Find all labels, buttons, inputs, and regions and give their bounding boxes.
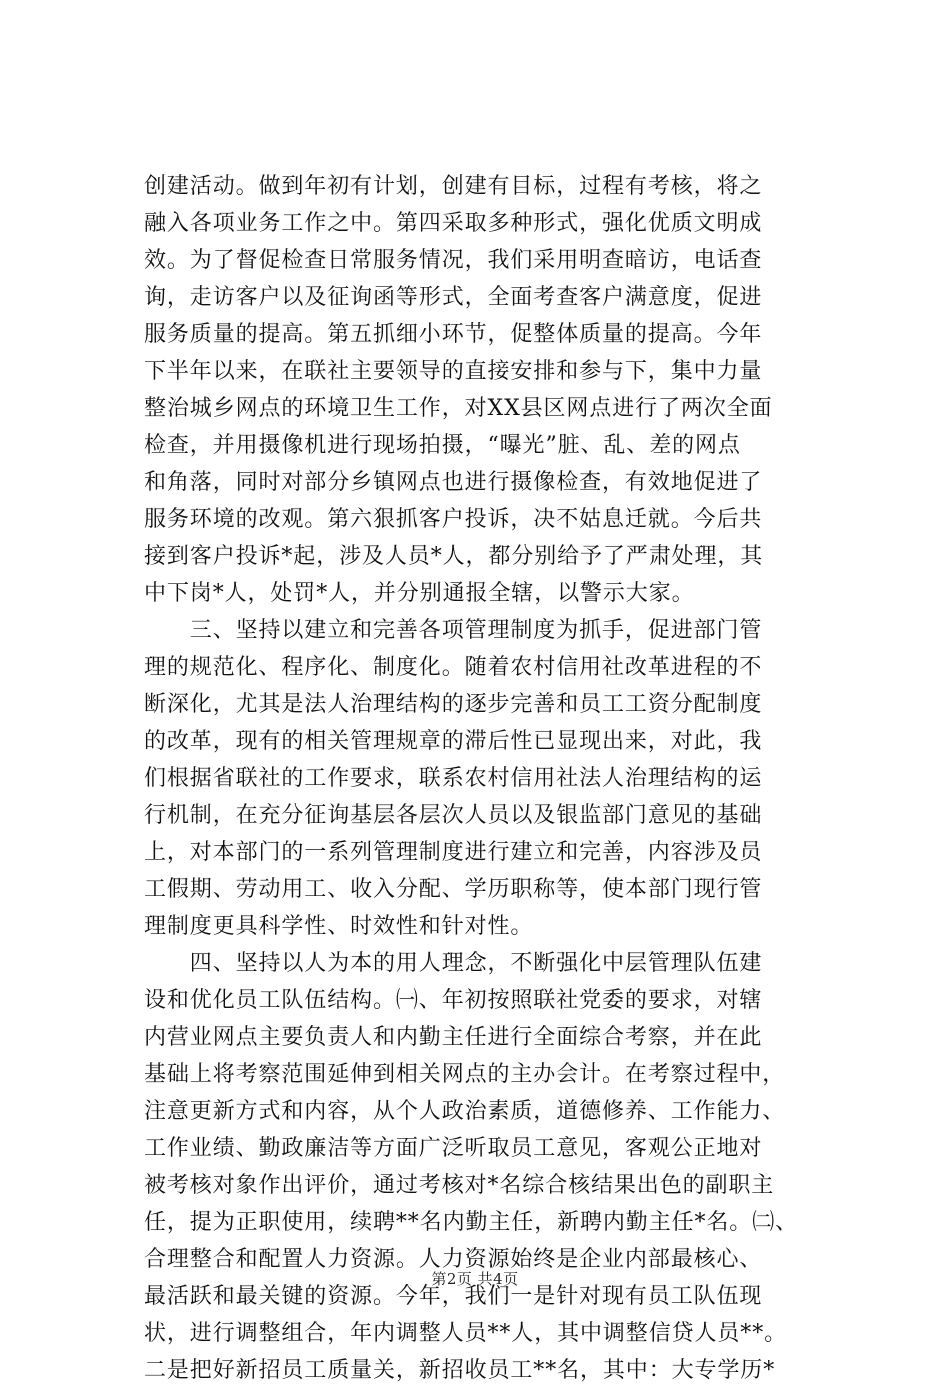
text-line: 创建活动。做到年初有计划，创建有目标，过程有考核，将之 [144, 174, 763, 199]
text-line: 服务环境的改观。第六狠抓客户投诉，决不姑息迁就。今后共 [144, 507, 763, 532]
text-line: 接到客户投诉*起，涉及人员*人，都分别给予了严肃处理，其 [144, 544, 764, 569]
text-line: 理的规范化、程序化、制度化。随着农村信用社改革进程的不 [144, 655, 763, 680]
text-line: 中下岗*人，处罚*人，并分别通报全辖，以警示大家。 [144, 581, 695, 606]
text-line: 理制度更具科学性、时效性和针对性。 [144, 914, 534, 939]
text-line: 效。为了督促检查日常服务情况，我们采用明查暗访，电话查 [144, 248, 763, 273]
text-line: 检查，并用摄像机进行现场拍摄，“曝光”脏、乱、差的网点 [144, 433, 741, 458]
page-footer: 第2页 共4页 [431, 1270, 519, 1288]
text-line: 任，提为正职使用，续聘**名内勤主任，新聘内勤主任*名。㈡、 [144, 1210, 799, 1235]
text-line: 询，走访客户以及征询函等形式，全面考查客户满意度，促进 [144, 285, 763, 310]
text-line: 和角落，同时对部分乡镇网点也进行摄像检查，有效地促进了 [144, 470, 763, 495]
text-line: 二是把好新招员工质量关，新招收员工**名，其中：大专学历* [144, 1358, 776, 1383]
text-line: 内营业网点主要负责人和内勤主任进行全面综合考察，并在此 [144, 1025, 763, 1050]
text-line: 断深化，尤其是法人治理结构的逐步完善和员工工资分配制度 [144, 692, 763, 717]
text-line: 上，对本部门的一系列管理制度进行建立和完善，内容涉及员 [144, 840, 763, 865]
text-line: 被考核对象作出评价，通过考核对*名综合核结果出色的副职主 [144, 1173, 775, 1198]
text-line: 设和优化员工队伍结构。㈠、年初按照联社党委的要求，对辖 [144, 988, 763, 1013]
text-line: 注意更新方式和内容，从个人政治素质，道德修养、工作能力、 [144, 1099, 786, 1124]
text-line: 工作业绩、勤政廉洁等方面广泛听取员工意见，客观公正地对 [144, 1136, 763, 1161]
text-line: 下半年以来，在联社主要领导的直接安排和参与下，集中力量 [144, 359, 763, 384]
text-line: 工假期、劳动用工、收入分配、学历职称等，使本部门现行管 [144, 877, 763, 902]
text-line: 的改革，现有的相关管理规章的滞后性已显现出来，对此，我 [144, 729, 763, 754]
text-line: 四、坚持以人为本的用人理念，不断强化中层管理队伍建 [144, 951, 763, 976]
text-line: 行机制，在充分征询基层各层次人员以及银监部门意见的基础 [144, 803, 763, 828]
text-line: 状，进行调整组合，年内调整人员**人，其中调整信贷人员**。 [144, 1321, 788, 1346]
text-line: 服务质量的提高。第五抓细小环节，促整体质量的提高。今年 [144, 322, 763, 347]
text-line: 合理整合和配置人力资源。人力资源始终是企业内部最核心、 [144, 1247, 763, 1272]
text-line: 们根据省联社的工作要求，联系农村信用社法人治理结构的运 [144, 766, 763, 791]
text-line: 三、坚持以建立和完善各项管理制度为抓手，促进部门管 [144, 618, 763, 643]
text-line: 整治城乡网点的环境卫生工作，对XX县区网点进行了两次全面 [144, 396, 773, 421]
body-text [144, 168, 810, 1389]
text-line: 融入各项业务工作之中。第四采取多种形式，强化优质文明成 [144, 211, 763, 236]
text-line: 最活跃和最关键的资源。今年，我们一是针对现有员工队伍现 [144, 1284, 763, 1309]
text-line: 基础上将考察范围延伸到相关网点的主办会计。在考察过程中， [144, 1062, 786, 1087]
